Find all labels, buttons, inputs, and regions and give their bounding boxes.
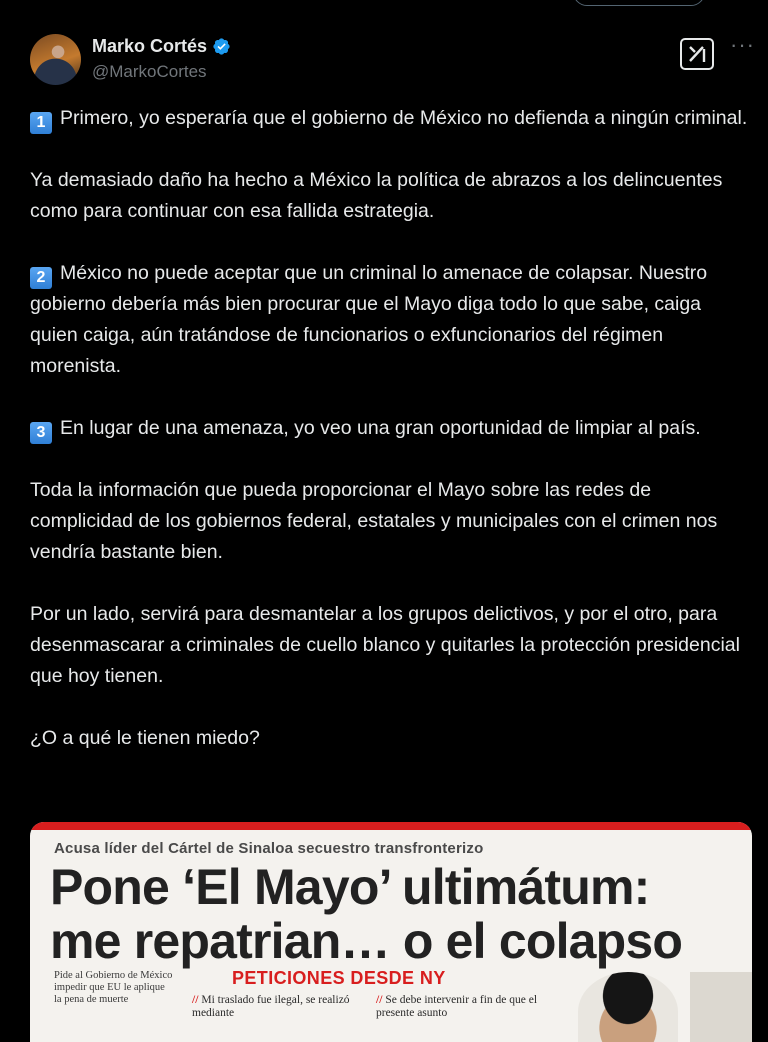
newspaper-photo-right (690, 972, 752, 1042)
author-name-text[interactable]: Marko Cortés (92, 36, 208, 56)
quote-mark: // (192, 994, 199, 1006)
paragraph-text: ¿O a qué le tienen miedo? (30, 727, 260, 749)
request-text-1: Mi traslado fue ilegal, se realizó mediante (192, 994, 350, 1019)
tweet-paragraph-3 (30, 258, 750, 382)
paragraph-text: Toda la información que pueda proporcionar el Mayo sobre las redes de complicidad de los gobiernos federal, estatales y municipales con el crimen nos vendría bastante bien. (30, 479, 718, 563)
tweet-paragraph-7 (30, 723, 750, 754)
tweet-paragraph-1 (30, 103, 750, 134)
keycap-one-icon: 1 (30, 112, 52, 134)
headline-line-2: me repatrian… o el colapso (50, 913, 683, 969)
requests-section (192, 968, 608, 1042)
paragraph-text: Primero, yo esperaría que el gobierno de México no defienda a ningún criminal. (60, 107, 748, 129)
quote-mark: // (376, 994, 383, 1006)
paragraph-text: Por un lado, servirá para desmantelar a los grupos delictivos, y por el otro, para desenmascarar a criminales de cuello blanco y quitarles la protección presidencial que hoy tienen. (30, 603, 740, 687)
paragraph-text: En lugar de una amenaza, yo veo una gran oportunidad de limpiar al país. (60, 417, 701, 439)
tweet-media-image[interactable] (30, 822, 752, 1042)
newspaper-red-bar (30, 822, 752, 830)
top-pill-button[interactable] (573, 0, 705, 6)
tweet-paragraph-2 (30, 165, 750, 227)
grok-icon (682, 40, 712, 68)
tweet-paragraph-4 (30, 413, 750, 444)
request-text-2: Se debe intervenir a fin de que el presente asunto (376, 994, 538, 1019)
tweet-paragraph-5 (30, 475, 750, 568)
paragraph-text: México no puede aceptar que un criminal lo amenace de colapsar. Nuestro gobierno debería más bien procurar que el Mayo diga todo lo que sabe, caiga quien caiga, aún tratándose de funcionarios o exfuncionarios del régimen morenista. (30, 262, 708, 377)
newspaper-photo (578, 972, 678, 1042)
keycap-two-icon: 2 (30, 267, 52, 289)
avatar[interactable] (30, 34, 81, 85)
tweet-paragraph-6 (30, 599, 750, 692)
newspaper-kicker: Acusa líder del Cártel de Sinaloa secuestro transfronterizo (54, 840, 484, 857)
newspaper-headline (50, 860, 682, 968)
request-column-2 (376, 994, 546, 1020)
tweet-header (30, 30, 755, 86)
author-handle[interactable]: @MarkoCortes (92, 62, 207, 81)
keycap-three-icon: 3 (30, 422, 52, 444)
request-column-1 (192, 994, 362, 1020)
requests-title: PETICIONES DESDE NY (232, 968, 446, 988)
paragraph-text: Ya demasiado daño ha hecho a México la política de abrazos a los delincuentes como para continuar con esa fallida estrategia. (30, 169, 723, 222)
grok-button[interactable] (680, 38, 714, 70)
author-name[interactable] (92, 36, 231, 57)
verified-badge-icon (212, 37, 231, 56)
more-options-icon[interactable]: ··· (730, 32, 755, 57)
tweet-body (30, 103, 750, 785)
newspaper-side-note: Pide al Gobierno de México impedir que EU le aplique la pena de muerte (54, 970, 173, 1005)
author-block[interactable] (92, 36, 231, 82)
headline-line-1: Pone ‘El Mayo’ ultimátum: (50, 859, 650, 915)
